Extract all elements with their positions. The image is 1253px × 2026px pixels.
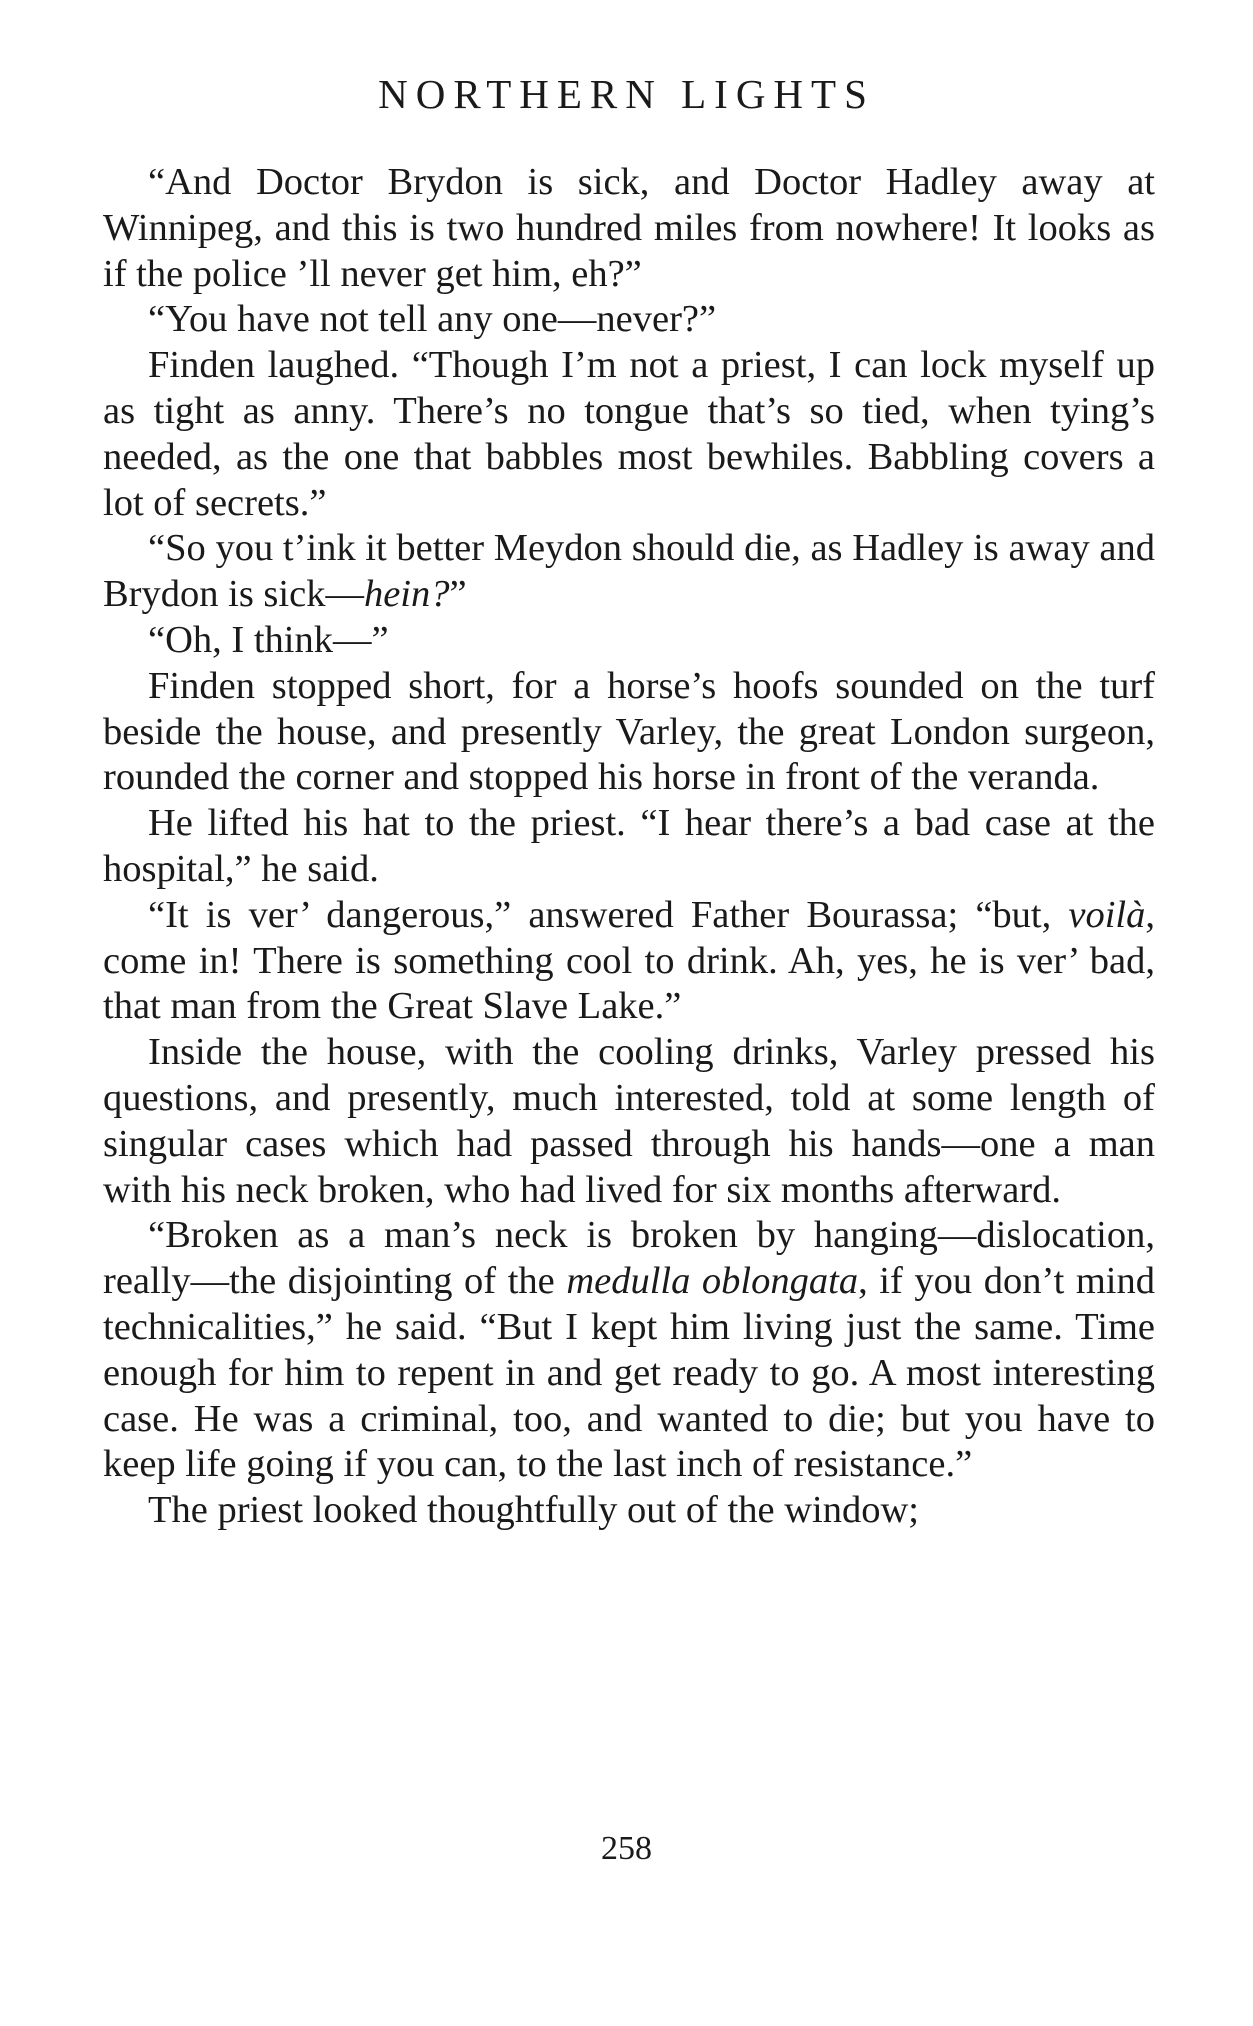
text-segment: He lifted his hat to the priest. “I hear there’s a bad case at the hospital,” he said. bbox=[103, 802, 1155, 890]
text-segment: “It is ver’ dangerous,” answered Father Bourassa; “but, bbox=[148, 893, 1069, 936]
text-segment: The priest looked thoughtfully out of the window; bbox=[148, 1489, 919, 1532]
text-segment: “So you t’ink it better Meydon should die, as Hadley is away and Brydon is sick— bbox=[103, 527, 1155, 616]
paragraph bbox=[103, 893, 1155, 1030]
italic-text: voilà bbox=[1068, 893, 1146, 936]
running-header: NORTHERN LIGHTS bbox=[378, 71, 875, 117]
paragraph bbox=[103, 801, 1155, 893]
text-segment: Inside the house, with the cooling drinks, Varley pressed his questions, and presently, much interested, told at some length of singular cases which had passed through his hands—one a man with his neck broken, who had lived for six months afterward. bbox=[103, 1031, 1155, 1211]
paragraph bbox=[103, 526, 1155, 618]
paragraph bbox=[103, 664, 1155, 801]
text-segment: ” bbox=[449, 573, 467, 616]
text-segment: “Oh, I think—” bbox=[148, 618, 389, 661]
text-segment: “Broken as a man’s neck is broken by hanging—dislocation, really—the disjointing of the bbox=[103, 1214, 1155, 1303]
text-segment: “And Doctor Brydon is sick, and Doctor Hadley away at Winnipeg, and this is two hundred miles from nowhere! It looks as if the police ’ll never get him, eh?” bbox=[103, 161, 1155, 295]
paragraph bbox=[103, 618, 1155, 664]
paragraph bbox=[103, 1030, 1155, 1213]
paragraph bbox=[103, 1213, 1155, 1488]
italic-text: medulla oblongata bbox=[566, 1260, 859, 1303]
text-segment: , come in! There is something cool to drink. Ah, yes, he is ver’ bad, that man from the Great Slave Lake.” bbox=[103, 893, 1155, 1028]
body-text bbox=[103, 160, 1155, 1534]
paragraph bbox=[103, 160, 1155, 297]
text-segment: , if you don’t mind technicalities,” he said. “But I kept him living just the same. Time enough for him to repent in and get ready to go. A most interesting case. He was a criminal, too, and wanted to die; but you have to keep life going if you can, to the last inch of resistance.” bbox=[103, 1260, 1155, 1486]
text-segment: Finden stopped short, for a horse’s hoofs sounded on the turf beside the house, and presently Varley, the great London surgeon, rounded the corner and stopped his horse in front of the veranda. bbox=[103, 664, 1155, 799]
text-segment: “You have not tell any one—never?” bbox=[148, 298, 717, 341]
paragraph bbox=[103, 1488, 1155, 1534]
text-segment: Finden laughed. “Though I’m not a priest, I can lock myself up as tight as anny. There’s no tongue that’s so tied, when tying’s needed, as the one that babbles most bewhiles. Babbling covers a lot of secrets.” bbox=[103, 344, 1155, 524]
italic-text: hein? bbox=[363, 573, 450, 616]
page-number: 258 bbox=[601, 1830, 652, 1867]
paragraph bbox=[103, 343, 1155, 526]
paragraph bbox=[103, 297, 1155, 343]
